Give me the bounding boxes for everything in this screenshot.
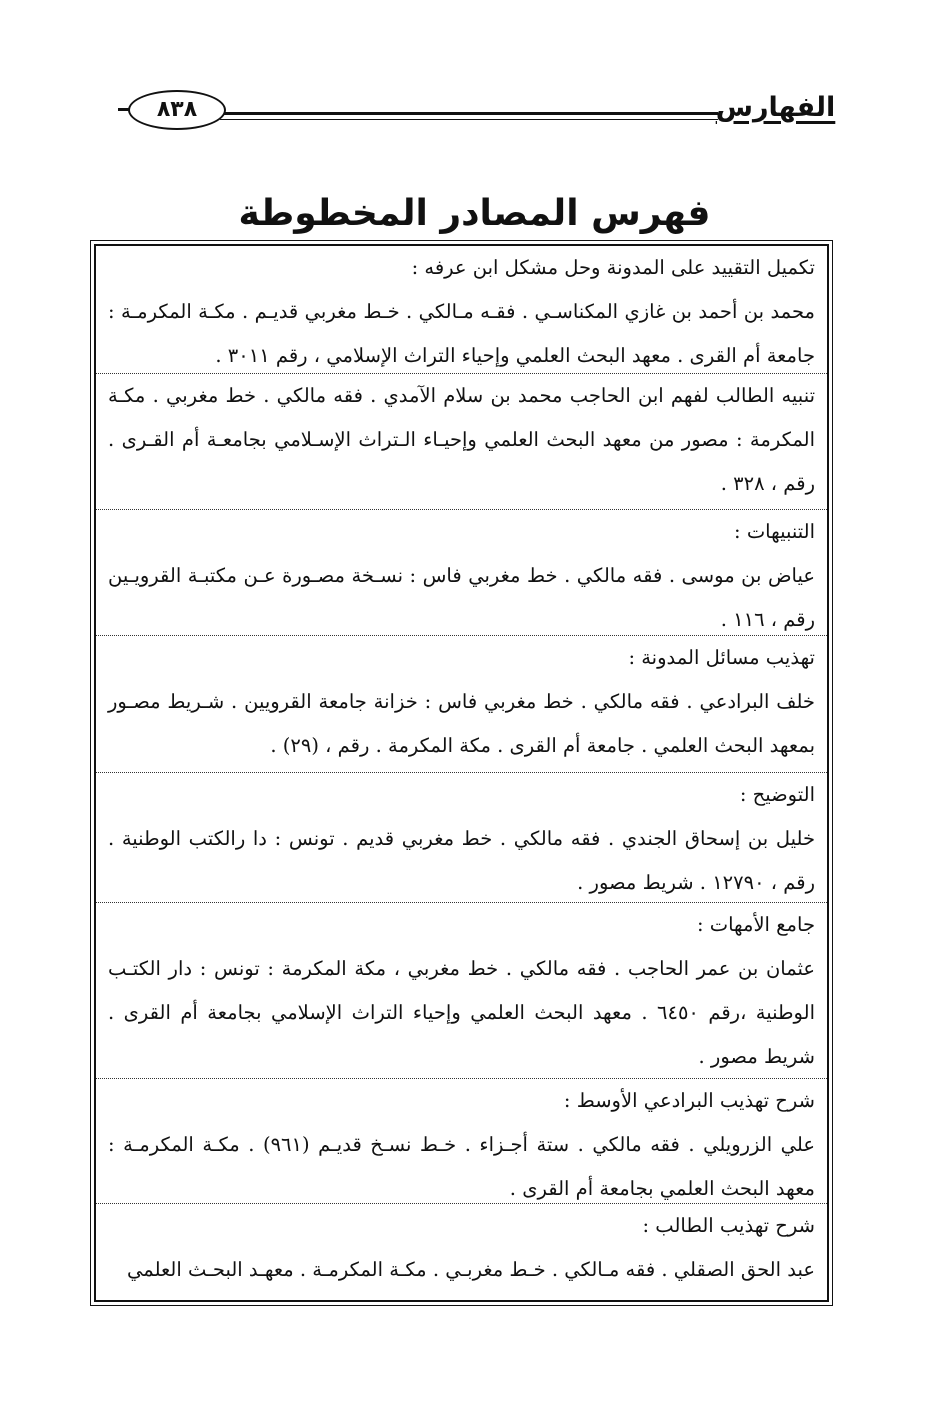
manuscript-index-box — [94, 244, 829, 1302]
entry-text: علي الزرويلي . فقه مالكي . ستة أجـزاء . خـط نسـخ قديـم (٩٦١) . مكـة المكرمـة : معهد البحث العلمي بجامعة أم القرى . — [108, 1133, 816, 1200]
index-entry — [96, 636, 827, 773]
index-entry — [96, 773, 827, 903]
section-name: الفهارس — [715, 92, 836, 123]
entry-heading: تكميل التقييد على المدونة وحل مشكل ابن عرفه : — [411, 256, 815, 279]
entry-text: خلف البرادعي . فقه مالكي . خط مغربي فاس : خزانة جامعة القرويين . شـريط مصـور بمعهد البحث العلمي . جامعة أم القرى . مكة المكرمة . رقم ، (٢٩) . — [108, 690, 815, 757]
header-rule — [218, 112, 718, 115]
page-number: ٨٣٨ — [128, 90, 226, 130]
header-rule-thin — [220, 119, 718, 120]
index-entry — [96, 510, 827, 636]
entry-text: عياض بن موسى . فقه مالكي . خط مغربي فاس : نسـخة مصـورة عـن مكتبـة القرويـين رقم ، ١١٦ . — [108, 564, 815, 631]
entry-heading: شرح تهذيب البرادعي الأوسط : — [563, 1089, 815, 1112]
entry-text: خليل بن إسحاق الجندي . فقه مالكي . خط مغربي قديم . تونس : دا رالكتب الوطنية . رقم ، ١٢٧٩٠ . شريط مصور . — [108, 827, 815, 894]
index-entry — [96, 1204, 827, 1302]
entry-heading: جامع الأمهات : — [696, 913, 815, 936]
index-entry — [96, 246, 827, 374]
running-header — [128, 88, 838, 138]
entry-heading: شرح تهذيب الطالب : — [642, 1214, 815, 1237]
page-title: فهرس المصادر المخطوطة — [238, 193, 711, 234]
index-entry — [96, 1079, 827, 1204]
index-entry — [96, 903, 827, 1079]
entry-heading: التنبيهات : — [734, 520, 815, 543]
index-entry — [96, 374, 827, 510]
entry-text: تنبيه الطالب لفهم ابن الحاجب محمد بن سلام الآمدي . فقه مالكي . خط مغربي . مكـة المكرمة : مصور من معهد البحث العلمي وإحيـاء الـتراث الإسـلامي بجامعـة أم القـرى . رقم ، ٣٢٨ . — [108, 384, 815, 495]
entry-text: عثمان بن عمر الحاجب . فقه مالكي . خط مغربي ، مكة المكرمة : تونس : دار الكتـب الوطنية ،رقم ٦٤٥٠ . معهد البحث العلمي وإحياء التراث الإسلامي بجامعة أم القرى . شريط مصور . — [108, 957, 815, 1068]
entry-heading: التوضيح : — [739, 783, 815, 806]
entry-heading: تهذيب مسائل المدونة : — [628, 646, 815, 669]
entry-text: محمد بن أحمد بن غازي المكناسـي . فقـه مـالكي . خـط مغربي قديـم . مكـة المكرمـة : جامعة أم القرى . معهد البحث العلمي وإحياء التراث الإسلامي ، رقم ٣٠١١ . — [108, 300, 815, 367]
entry-text: عبد الحق الصقلي . فقه مـالكي . خـط مغربـي . مكـة المكرمـة . معهـد البحـث العلمي — [127, 1258, 815, 1281]
